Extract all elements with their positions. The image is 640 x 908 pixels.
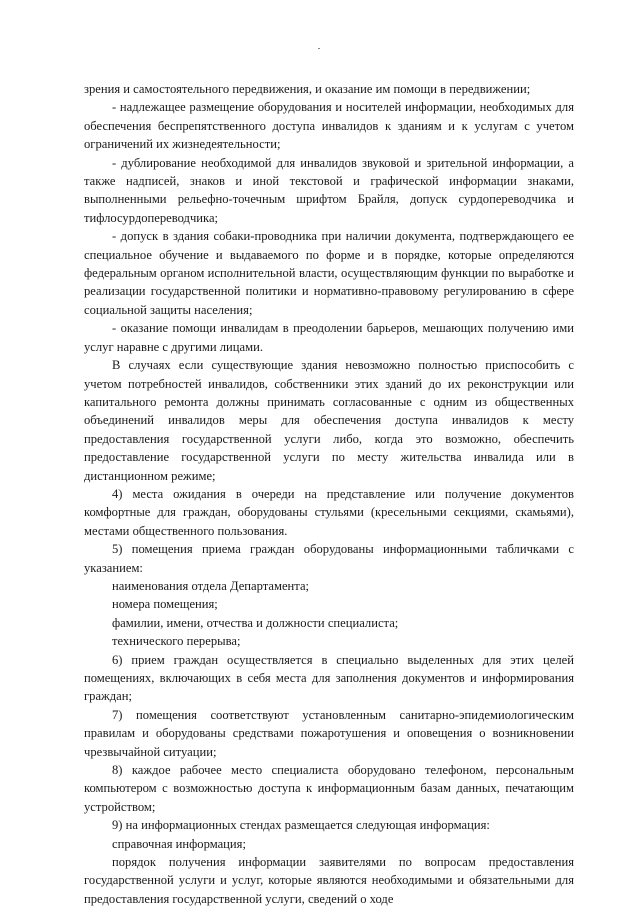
paragraph-item-4-waiting-areas: 4) места ожидания в очереди на представление или получение документов комфортные для граждан, оборудованы стульями (кресельными секциями, скамьями), местами общественного пользования. <box>84 486 574 538</box>
paragraph-info-procedure: порядок получения информации заявителями по вопросам предоставления государственной услуги и услуг, которые являются необходимыми и обязательными для предоставления государственной услуги, сведений о ходе <box>84 855 574 906</box>
paragraph-item-5-reception-rooms: 5) помещения приема граждан оборудованы информационными табличками с указанием: <box>84 542 574 575</box>
paragraph-braille-duplication: - дублирование необходимой для инвалидов звуковой и зрительной информации, а также надписей, знаков и иной текстовой и графической информации знаками, выполненными рельефно-точечным шрифтом Брайля, допуск сурдопереводчика и тифлосурдопереводчика; <box>84 155 574 225</box>
paragraph-assistance-barriers: - оказание помощи инвалидам в преодолении барьеров, мешающих получению ими услуг наравне с другими лицами. <box>84 321 574 354</box>
document-page <box>84 80 574 908</box>
paragraph-continuation: зрения и самостоятельного передвижения, и оказание им помощи в передвижении; <box>84 82 531 96</box>
list-item: номера помещения; <box>112 597 218 612</box>
paragraph-item-7-sanitary: 7) помещения соответствуют установленным санитарно-эпидемиологическим правилам и оборудованы средствами пожаротушения и оповещения о возникновении чрезвычайной ситуации; <box>84 707 574 759</box>
paragraph-guide-dog: - допуск в здания собаки-проводника при наличии документа, подтверждающего ее специальное обучение и выдаваемого по форме и в порядке, которые определяются федеральным органом исполнительной власти, осуществляющим функции по выработке и реализации государственной политики и нормативно-правовому регулированию в сфере социальной защиты населения; <box>84 229 574 317</box>
paragraph-reference-info: справочная информация; <box>112 836 246 851</box>
paragraph-placement-equipment: - надлежащее размещение оборудования и носителей информации, необходимых для обеспечения беспрепятственного доступа инвалидов к зданиям и к услугам с учетом ограничений их жизнедеятельности; <box>84 100 574 152</box>
list-item: технического перерыва; <box>112 634 241 649</box>
paragraph-item-6-reception: 6) прием граждан осуществляется в специально выделенных для этих целей помещениях, включающих в себя места для заполнения документов и информирования граждан; <box>84 652 574 704</box>
list-item: фамилии, имени, отчества и должности специалиста; <box>112 615 399 630</box>
paragraph-item-9-stands: 9) на информационных стендах размещается следующая информация: <box>112 818 490 833</box>
paragraph-building-adaptation: В случаях если существующие здания невозможно полностью приспособить с учетом потребностей инвалидов, собственники этих зданий до их реконструкции или капитального ремонта должны принимать согласованные с одним из общественных объединений инвалидов меры для обеспечения доступа инвалидов к месту предоставления государственной услуги либо, когда это возможно, обеспечить предоставление государственной услуги по месту жительства инвалида или в дистанционном режиме; <box>84 358 574 483</box>
paragraph-item-8-workplace: 8) каждое рабочее место специалиста оборудовано телефоном, персональным компьютером с возможностью доступа к информационным базам данных, печатающим устройством; <box>84 763 574 814</box>
list-item: наименования отдела Департамента; <box>112 578 310 593</box>
scan-dot-mark <box>318 48 320 49</box>
